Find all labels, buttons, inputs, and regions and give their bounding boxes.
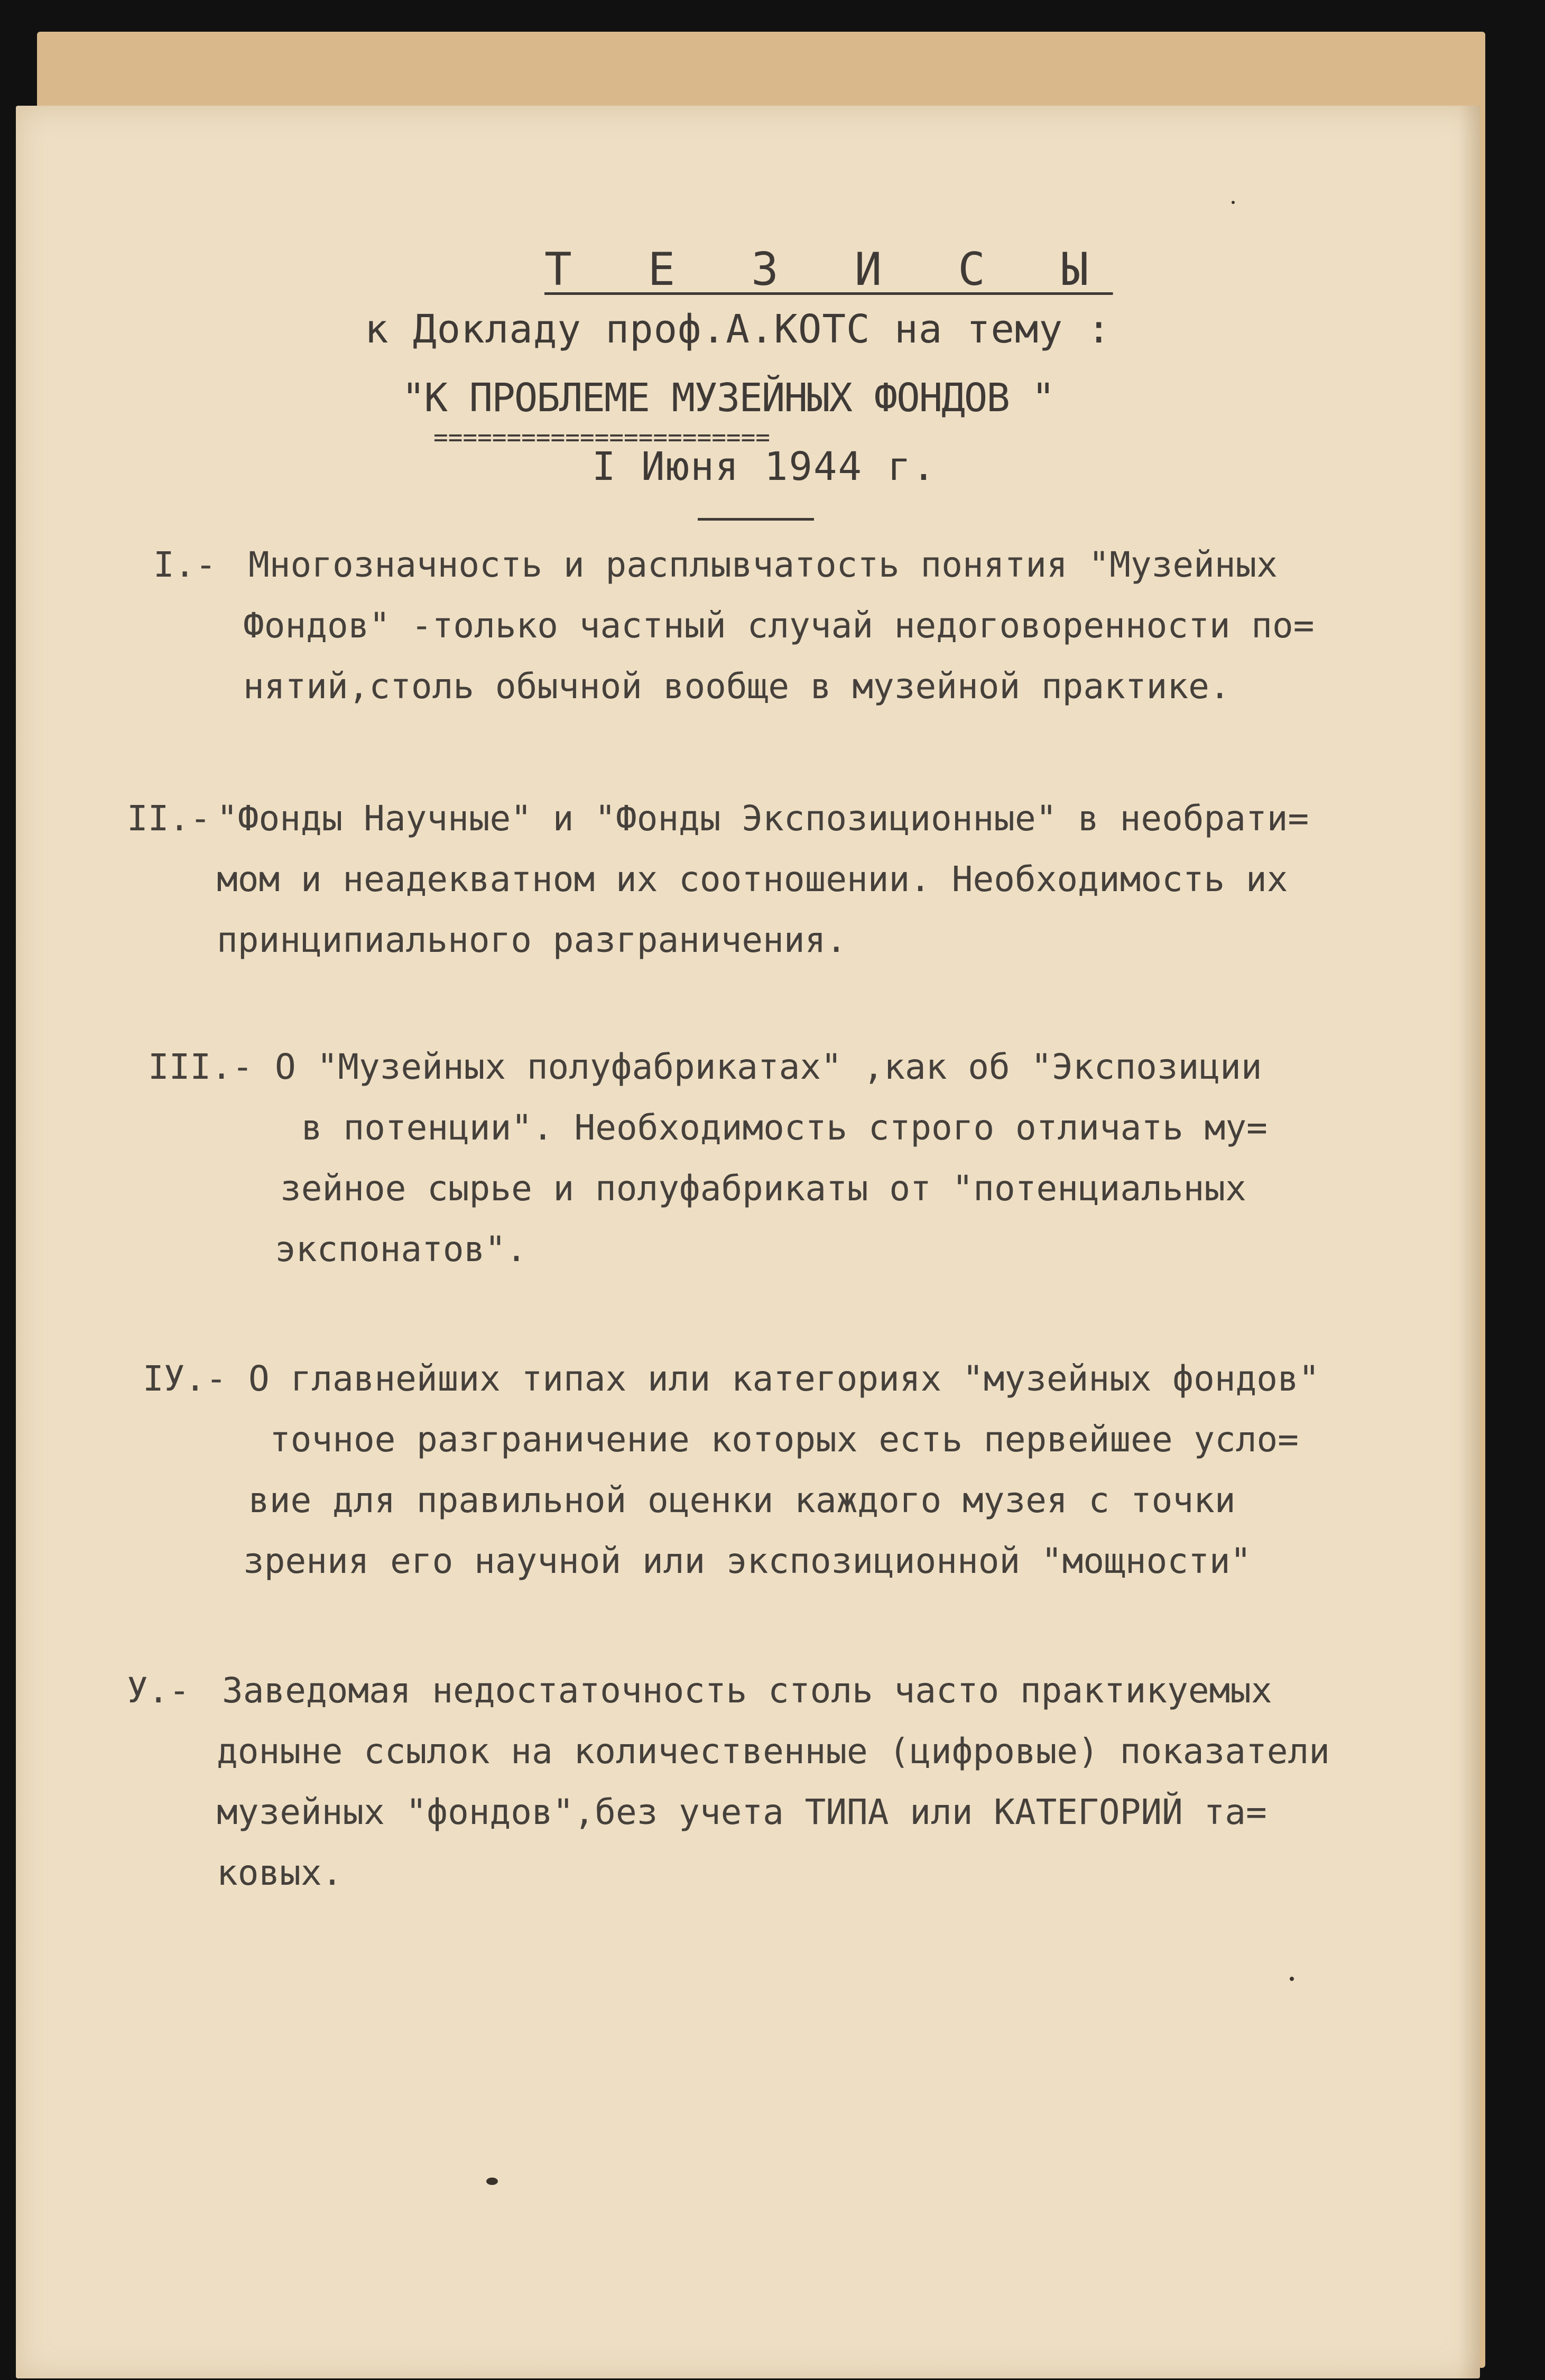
document-subtitle: к Докладу проф.А.КОТС на тему : <box>365 307 1112 352</box>
thesis-line: Многозначность и расплывчатость понятия "Музейных <box>248 544 1278 585</box>
thesis-line: точное разграничение которых есть первейшее усло= <box>270 1419 1299 1460</box>
thesis-number: II.- <box>127 798 211 839</box>
thesis-line: О "Музейных полуфабрикатах" ,как об "Экспозиции <box>275 1047 1262 1087</box>
thesis-line: зрения его научной или экспозиционной "мощности" <box>243 1541 1252 1581</box>
thesis-line: зейное сырье и полуфабрикаты от "потенциальных <box>280 1168 1246 1209</box>
thesis-line: "Фонды Научные" и "Фонды Экспозиционные" в необрати= <box>217 798 1309 839</box>
thesis-line: музейных "фондов",без учета ТИПА или КАТЕГОРИЙ та= <box>217 1792 1267 1832</box>
thesis-line: вие для правильной оценки каждого музея с точки <box>248 1480 1236 1521</box>
paper-speck <box>1290 1977 1294 1981</box>
separator-line <box>698 518 814 521</box>
thesis-line: ковых. <box>217 1853 343 1893</box>
thesis-line: нятий,столь обычной вообще в музейной практике. <box>243 666 1231 707</box>
document-topic: "К ПРОБЛЕМЕ МУЗЕЙНЫХ ФОНДОВ " <box>402 375 1054 421</box>
typewritten-page <box>16 106 1480 2378</box>
thesis-number: III.- <box>148 1047 253 1087</box>
thesis-line: мом и неадекватном их соотношении. Необходимость их <box>217 859 1288 900</box>
thesis-number: I.- <box>153 544 217 585</box>
thesis-line: экспонатов". <box>275 1229 527 1270</box>
document-title: Т Е З И С Ы <box>544 243 1113 296</box>
ink-blot <box>486 2178 498 2185</box>
thesis-number: IУ.- <box>143 1358 227 1399</box>
thesis-line: Фондов" -только частный случай недоговоренности по= <box>243 605 1315 646</box>
double-rule: ======================= <box>433 423 770 451</box>
thesis-line: доныне ссылок на количественные (цифровые) показатели <box>217 1731 1330 1772</box>
thesis-line: принципиального разграничения. <box>217 920 847 960</box>
paper-speck <box>1232 201 1235 204</box>
thesis-number: У.- <box>127 1670 190 1711</box>
document-date: I Июня 1944 г. <box>592 444 937 489</box>
thesis-line: в потенции". Необходимость строго отличать му= <box>301 1107 1268 1148</box>
thesis-line: О главнейших типах или категориях "музейных фондов" <box>248 1358 1320 1399</box>
thesis-line: Заведомая недостаточность столь часто практикуемых <box>222 1670 1272 1711</box>
page-edge-shadow <box>1459 106 1480 2378</box>
